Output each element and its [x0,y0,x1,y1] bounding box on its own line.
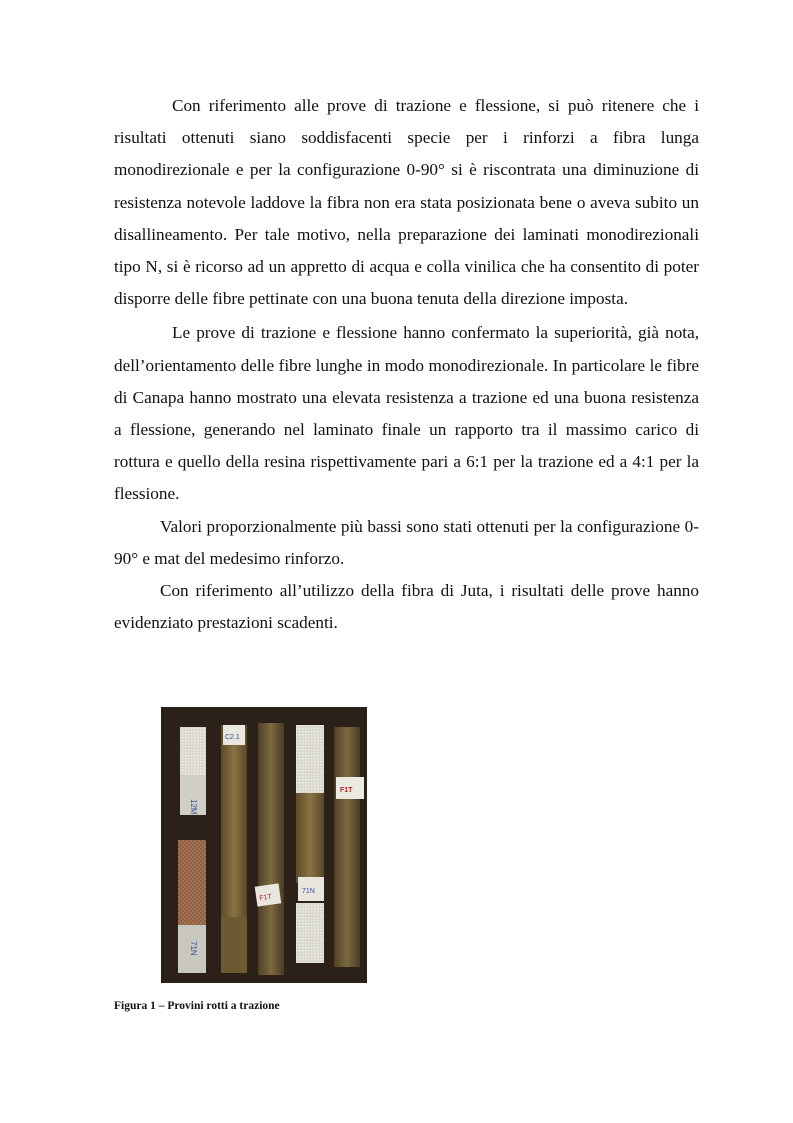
paragraph-4: Con riferimento all’utilizzo della fibra di Juta, i risultati delle prove hanno evidenziato prestazioni scadenti. [114,581,699,633]
specimens-photo-illustration [161,707,367,983]
specimen-label: 71N [302,888,315,895]
specimen-label: F1T [258,893,273,903]
specimen-label: C2.1 [225,734,240,741]
specimens-photo [161,707,367,983]
body-text [114,90,699,639]
figure-caption: Figura 1 – Provini rotti a trazione [114,1000,280,1012]
specimen-3 [255,723,284,975]
specimen-5 [334,727,364,967]
specimen-label: 12M [189,799,198,815]
paragraph-2: Le prove di trazione e flessione hanno confermato la superiorità, già nota, dell’orientamento delle fibre lunghe in modo monodirezionale. In particolare le fibre di Canapa hanno mostrato una elevata resistenza a trazione ed una buona resistenza a flessione, generando nel laminato finale un rapporto tra il massimo carico di rottura e quello della resina rispettivamente pari a 6:1 per la trazione ed a 4:1 per la flessione. [114,323,699,504]
specimen-label: 71N [189,941,198,956]
paragraph-3: Valori proporzionalmente più bassi sono stati ottenuti per la configurazione 0-90° e mat del medesimo rinforzo. [114,516,699,568]
paragraph-1: Con riferimento alle prove di trazione e flessione, si può ritenere che i risultati ottenuti siano soddisfacenti specie per i rinforzi a fibra lunga monodirezionale e per la configurazione 0-90° si è riscontrata una diminuzione di resistenza notevole laddove la fibra non era stata posizionata bene o aveva subito un disallineamento. Per tale motivo, nella preparazione dei laminati monodirezionali tipo N, si è ricorso ad un appretto di acqua e colla vinilica che ha consentito di poter disporre delle fibre pettinate con una buona tenuta della direzione imposta. [114,96,699,309]
specimen-2 [221,725,247,973]
specimen-4 [296,725,324,963]
specimen-label: F1T [340,787,353,794]
specimen-1 [178,727,206,973]
